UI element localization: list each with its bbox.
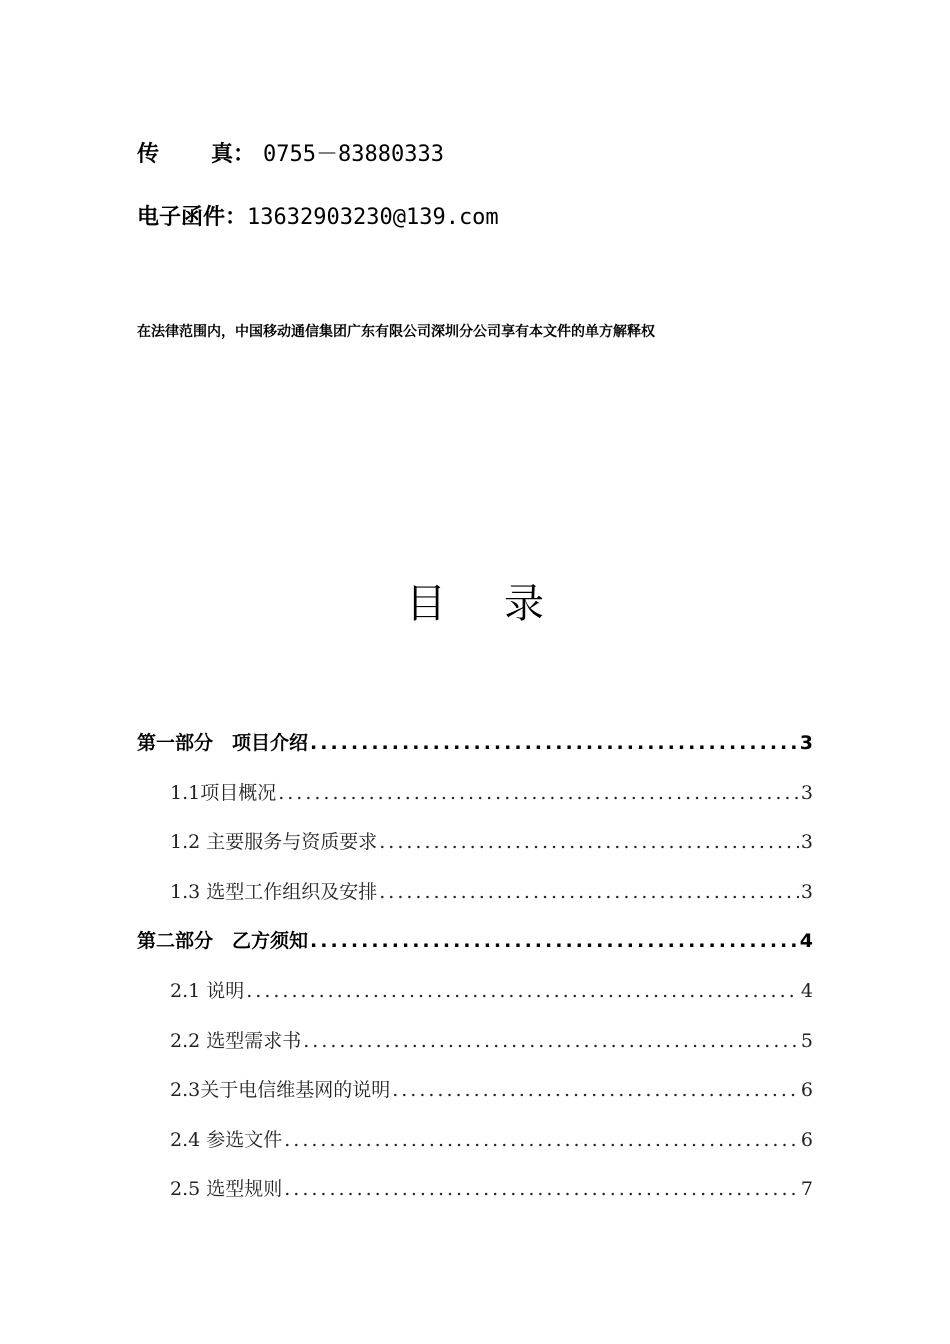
toc-title-char-1: 目 xyxy=(406,581,446,627)
toc-entry-page: 3 xyxy=(800,831,813,854)
toc-entry-2-5[interactable] xyxy=(137,1174,813,1224)
fax-line xyxy=(137,137,444,168)
email-label: 电子函件： xyxy=(137,205,248,230)
table-of-contents xyxy=(137,728,813,1224)
toc-entry-text: 2.5 选型规则 xyxy=(170,1178,283,1201)
toc-entry-text: 1.3 选型工作组织及安排 xyxy=(170,880,378,903)
fax-label-char-1: 传 xyxy=(137,142,160,167)
toc-entry-text: 2.3关于电信维基网的说明 xyxy=(170,1079,391,1102)
fax-number: 0755－83880333 xyxy=(263,142,444,167)
toc-entry-page: 3 xyxy=(800,880,813,903)
toc-leader-dots xyxy=(278,782,799,804)
fax-label xyxy=(137,137,263,168)
toc-entry-1-3[interactable] xyxy=(137,877,813,927)
toc-entry-page: 3 xyxy=(799,732,813,754)
toc-entry-text: 第一部分 项目介绍 xyxy=(137,732,309,754)
toc-entry-page: 6 xyxy=(800,1079,813,1102)
toc-entry-1-2[interactable] xyxy=(137,827,813,877)
toc-title xyxy=(0,572,950,629)
toc-entry-2-4[interactable] xyxy=(137,1125,813,1175)
toc-entry-text: 2.2 选型需求书 xyxy=(170,1029,302,1052)
toc-entry-2-2[interactable] xyxy=(137,1026,813,1076)
toc-entry-text: 第二部分 乙方须知 xyxy=(137,930,309,953)
toc-entry-2-3[interactable] xyxy=(137,1075,813,1125)
toc-leader-dots xyxy=(284,1178,799,1200)
toc-entry-text: 1.1项目概况 xyxy=(170,781,277,804)
fax-label-char-2: 真： xyxy=(211,142,256,167)
toc-leader-dots xyxy=(246,980,799,1002)
toc-entry-part-1[interactable] xyxy=(137,728,813,778)
toc-entry-text: 2.1 说明 xyxy=(170,979,245,1002)
toc-entry-1-1[interactable] xyxy=(137,778,813,828)
email-line xyxy=(137,200,499,231)
toc-leader-dots xyxy=(284,1129,799,1151)
toc-leader-dots xyxy=(310,732,798,754)
toc-entry-text: 1.2 主要服务与资质要求 xyxy=(170,831,378,854)
toc-entry-page: 4 xyxy=(800,979,813,1002)
toc-entry-page: 6 xyxy=(800,1128,813,1151)
toc-entry-page: 7 xyxy=(800,1178,813,1201)
toc-entry-page: 3 xyxy=(800,781,813,804)
toc-leader-dots xyxy=(379,881,799,903)
toc-leader-dots xyxy=(379,831,799,853)
disclaimer-text: 在法律范围内，中国移动通信集团广东有限公司深圳分公司享有本文件的单方解释权 xyxy=(137,324,655,340)
toc-entry-page: 4 xyxy=(799,930,813,953)
toc-leader-dots xyxy=(303,1030,799,1052)
email-address: 13632903230@139.com xyxy=(247,205,499,230)
toc-title-char-2: 录 xyxy=(504,581,544,627)
toc-entry-2-1[interactable] xyxy=(137,976,813,1026)
toc-entry-part-2[interactable] xyxy=(137,926,813,976)
toc-leader-dots xyxy=(310,930,798,952)
toc-entry-text: 2.4 参选文件 xyxy=(170,1128,283,1151)
toc-entry-page: 5 xyxy=(800,1029,813,1052)
toc-leader-dots xyxy=(392,1079,799,1101)
